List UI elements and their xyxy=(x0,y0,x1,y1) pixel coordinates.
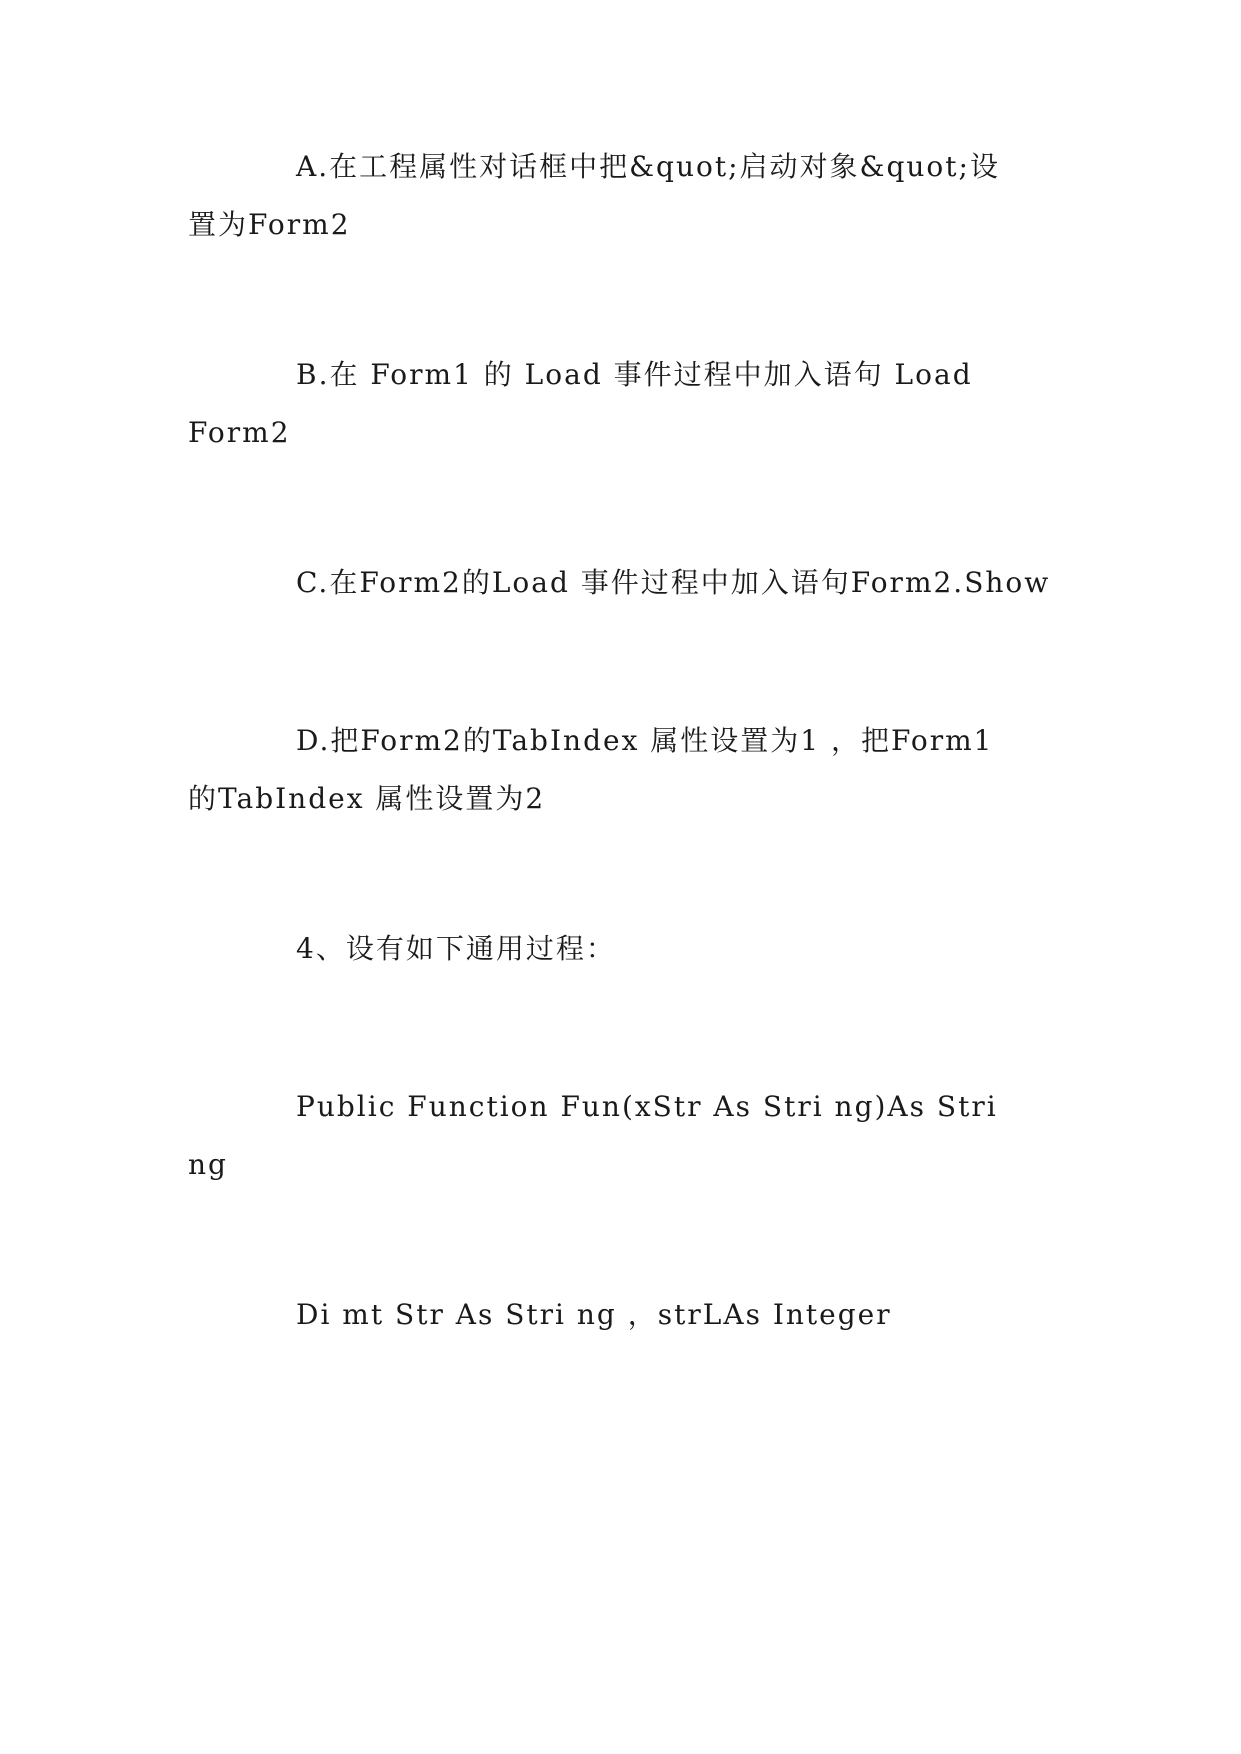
code-line-1-paragraph xyxy=(188,1078,1058,1194)
code-line-1-line-1: Public Function Fun(xStr As Stri ng)As Stri xyxy=(296,1090,998,1123)
question-4-line-1: 4、设有如下通用过程： xyxy=(296,932,616,965)
option-a-paragraph xyxy=(188,138,1058,254)
code-line-2-paragraph xyxy=(188,1286,1058,1344)
code-line-1-line-2: ng xyxy=(188,1148,228,1181)
option-c-paragraph xyxy=(188,554,1058,612)
option-d-paragraph xyxy=(188,712,1058,828)
option-a-line-1: A.在工程属性对话框中把&quot;启动对象&quot;设 xyxy=(296,150,1000,183)
option-d-line-2: 的TabIndex 属性设置为2 xyxy=(188,782,546,815)
option-d-line-1: D.把Form2的TabIndex 属性设置为1 ，把Form1 xyxy=(296,724,994,757)
option-a-line-2: 置为Form2 xyxy=(188,208,351,241)
option-b-line-2: Form2 xyxy=(188,416,291,449)
question-4-paragraph xyxy=(188,920,1058,978)
option-c-line-1: C.在Form2的Load 事件过程中加入语句Form2.Show xyxy=(296,566,1051,599)
option-b-line-1: B.在 Form1 的 Load 事件过程中加入语句 Load xyxy=(296,358,973,391)
code-line-2-line-1: Di mt Str As Stri ng ，strLAs Integer xyxy=(296,1298,892,1331)
option-b-paragraph xyxy=(188,346,1058,462)
